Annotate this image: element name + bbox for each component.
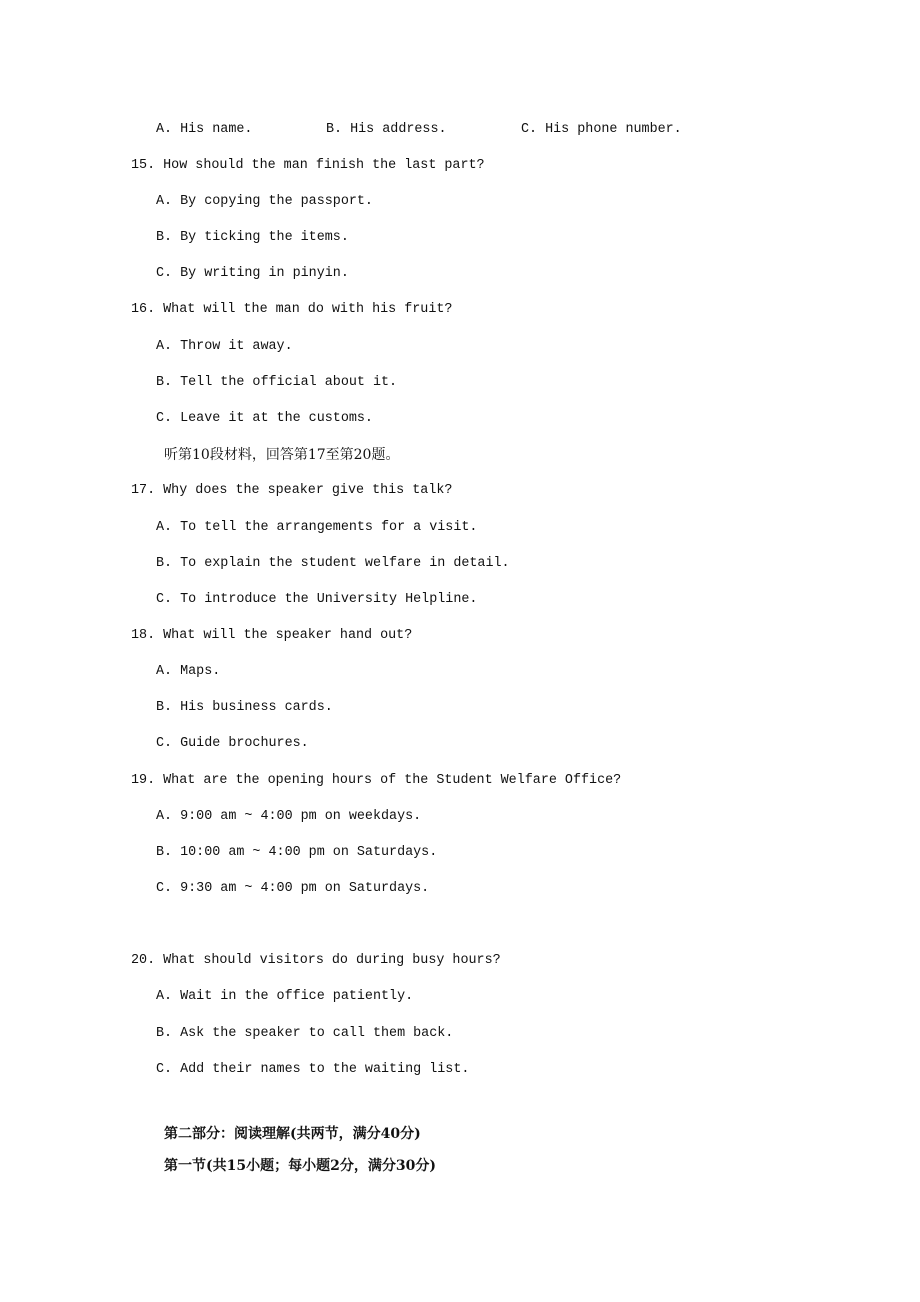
part2-heading: 第二部分：阅读理解(共两节，满分40分) [164,1126,421,1142]
question-15: 15. How should the man finish the last part? [131,158,485,173]
option: B. By ticking the items. [156,230,349,245]
option: A. Wait in the office patiently. [156,989,414,1004]
q14-option-a: A. His name. [156,122,253,137]
question-18: 18. What will the speaker hand out? [131,628,413,643]
instruction-10: 听第10段材料，回答第17至第20题。 [164,447,400,463]
option: C. To introduce the University Helpline. [156,592,478,607]
option: B. 10:00 am ~ 4:00 pm on Saturdays. [156,845,438,860]
option: A. Maps. [156,664,221,679]
option: C. Add their names to the waiting list. [156,1062,470,1077]
option: A. 9:00 am ~ 4:00 pm on weekdays. [156,809,422,824]
option: B. Tell the official about it. [156,375,398,390]
option: A. By copying the passport. [156,194,373,209]
option: C. Guide brochures. [156,736,309,751]
q14-option-b: B. His address. [326,122,447,137]
option: B. Ask the speaker to call them back. [156,1026,454,1041]
option: B. His business cards. [156,700,333,715]
option: C. Leave it at the customs. [156,411,373,426]
option: B. To explain the student welfare in detail. [156,556,510,571]
option: A. To tell the arrangements for a visit. [156,520,478,535]
question-16: 16. What will the man do with his fruit? [131,302,453,317]
section1-heading: 第一节(共15小题；每小题2分，满分30分) [164,1158,436,1174]
question-20: 20. What should visitors do during busy hours? [131,953,501,968]
question-17: 17. Why does the speaker give this talk? [131,483,453,498]
option: A. Throw it away. [156,339,293,354]
option: C. 9:30 am ~ 4:00 pm on Saturdays. [156,881,430,896]
q14-option-c: C. His phone number. [521,122,682,137]
question-19: 19. What are the opening hours of the Student Welfare Office? [131,773,622,788]
option: C. By writing in pinyin. [156,266,349,281]
